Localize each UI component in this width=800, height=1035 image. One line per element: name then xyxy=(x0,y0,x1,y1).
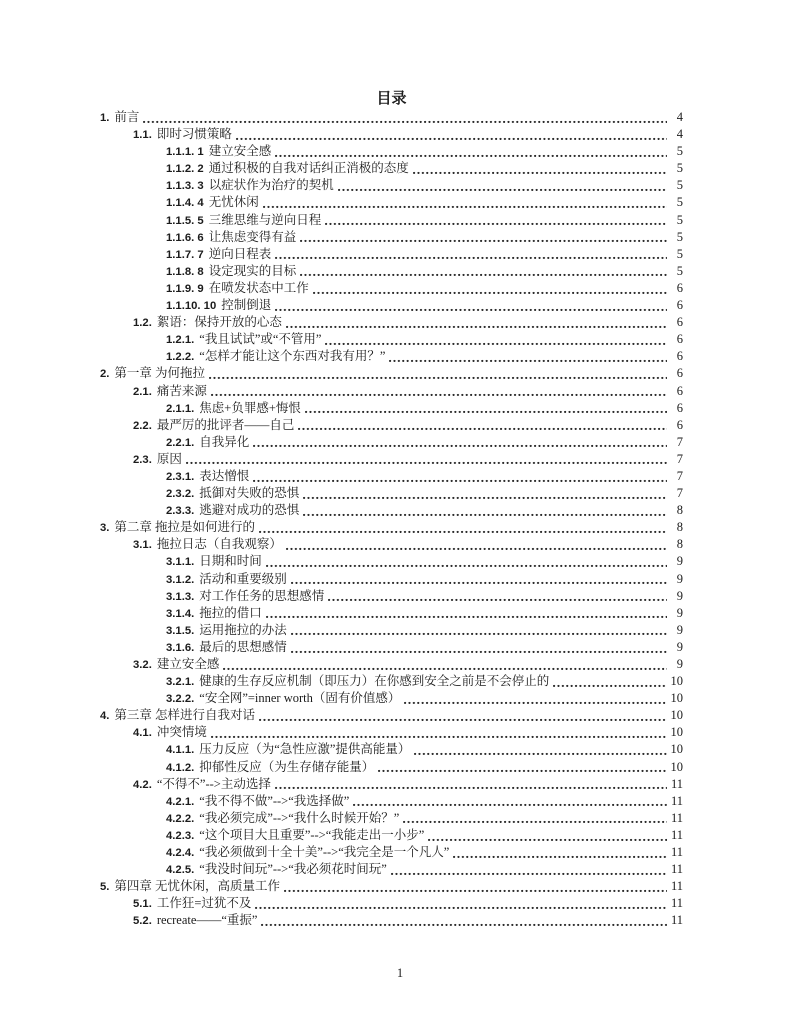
toc-entry[interactable] xyxy=(100,571,683,588)
toc-entry-label: 在喷发状态中工作 xyxy=(208,280,309,295)
toc-entry-label: 让焦虑变得有益 xyxy=(208,229,297,244)
toc-entry-number: 2.3.2. xyxy=(166,488,195,501)
dot-leader xyxy=(338,187,667,191)
toc-entry-page: 5 xyxy=(676,246,683,261)
dot-leader xyxy=(255,905,667,909)
toc-entry-number: 1.1.8. 8 xyxy=(166,265,204,278)
toc-entry-label: “我没时间玩”-->“我必须花时间玩” xyxy=(199,862,387,877)
toc-entry[interactable] xyxy=(100,895,683,912)
toc-entry-page: 5 xyxy=(676,161,683,176)
toc-entry-number: 4.1.1. xyxy=(166,744,195,757)
toc-entry[interactable] xyxy=(100,656,683,673)
toc-entry-label: 工作狂=过犹不及 xyxy=(156,896,252,911)
dot-leader xyxy=(286,324,667,328)
toc-entry-label: 建立安全感 xyxy=(208,144,272,159)
toc-entry-number: 3.1.1. xyxy=(166,556,195,569)
dot-leader xyxy=(553,683,667,687)
dot-leader xyxy=(300,238,667,242)
dot-leader xyxy=(389,358,667,362)
toc-entry[interactable] xyxy=(100,348,683,365)
dot-leader xyxy=(275,307,667,311)
toc-entry[interactable] xyxy=(100,502,683,519)
toc-entry-label: 建立安全感 xyxy=(156,657,220,671)
toc-entry[interactable] xyxy=(100,776,683,793)
toc-entry-label: 逃避对成功的恐惧 xyxy=(199,503,300,518)
toc-entry-number: 2. xyxy=(100,368,110,381)
toc-entry-label: 第四章 无忧休闲，高质量工作 xyxy=(114,879,281,894)
toc-entry-page: 11 xyxy=(670,793,683,808)
toc-entry-label: 无忧休闲 xyxy=(208,195,259,210)
toc-entry-label: 健康的生存反应机制（即压力）在你感到安全之前是不会停止的 xyxy=(199,674,550,689)
toc-entry-number: 4.1.2. xyxy=(166,761,195,774)
toc-entry[interactable] xyxy=(100,588,683,605)
toc-entry-page: 5 xyxy=(676,195,683,210)
dot-leader xyxy=(298,426,667,430)
toc-entry[interactable] xyxy=(100,912,683,929)
toc-entry-page: 7 xyxy=(676,486,683,501)
toc-entry[interactable] xyxy=(100,878,683,895)
toc-entry-label: 表达憎恨 xyxy=(199,468,250,483)
toc-entry[interactable] xyxy=(100,143,683,160)
toc-entry-number: 3.2. xyxy=(133,659,152,671)
toc-entry-number: 1.1.10. 10 xyxy=(166,300,217,313)
dot-leader xyxy=(275,785,667,789)
toc-title: 目录 xyxy=(376,91,407,107)
toc-entry-number: 4.2.2. xyxy=(166,812,195,825)
toc-entry-number: 4.2.4. xyxy=(166,847,195,860)
toc-entry-label: 控制倒退 xyxy=(221,298,272,313)
toc-entry-label: 抑郁性反应（为生存储存能量） xyxy=(199,759,375,774)
toc-entry[interactable] xyxy=(100,519,683,536)
toc-entry-number: 1.1.7. 7 xyxy=(166,248,204,261)
toc-entry-page: 6 xyxy=(676,400,683,415)
dot-leader xyxy=(325,221,667,225)
toc-entry-label: 焦虑+负罪感+悔恨 xyxy=(199,400,301,415)
toc-entry-label: recreate——“重振” xyxy=(156,913,258,928)
toc-entry[interactable] xyxy=(100,434,683,451)
toc-entry[interactable] xyxy=(100,280,683,297)
toc-entry-number: 3.1.5. xyxy=(166,624,195,637)
toc-entry[interactable] xyxy=(100,622,683,639)
toc-entry-page: 5 xyxy=(676,229,683,244)
toc-entry-label: 最后的思想感情 xyxy=(199,639,287,654)
dot-leader xyxy=(211,734,667,738)
dot-leader xyxy=(291,580,667,584)
toc-entry-page: 6 xyxy=(676,332,683,347)
toc-entry-number: 2.2.1. xyxy=(166,436,195,449)
toc-entry[interactable] xyxy=(100,605,683,622)
toc-entry-label: 逆向日程表 xyxy=(208,246,272,261)
toc-entry-page: 9 xyxy=(676,657,683,671)
toc-entry[interactable] xyxy=(100,827,683,844)
toc-entry[interactable] xyxy=(100,861,683,878)
toc-entry[interactable] xyxy=(100,741,683,758)
toc-entry-label: 日期和时间 xyxy=(199,554,262,569)
toc-entry[interactable] xyxy=(100,724,683,741)
toc-entry-page: 11 xyxy=(670,827,683,842)
toc-entry-number: 3.2.1. xyxy=(166,676,195,689)
toc-entry-page: 11 xyxy=(670,896,683,911)
dot-leader xyxy=(378,768,667,772)
toc-entry[interactable] xyxy=(100,793,683,810)
toc-entry-number: 5.1. xyxy=(133,898,152,911)
dot-leader xyxy=(253,443,667,447)
toc-entry-label: “安全网”=inner worth（固有价值感） xyxy=(199,691,401,706)
toc-entry[interactable] xyxy=(100,365,683,382)
toc-entry[interactable] xyxy=(100,109,683,126)
toc-entry[interactable] xyxy=(100,536,683,553)
toc-entry-number: 1.1.5. 5 xyxy=(166,214,204,227)
toc-entry-number: 3.1.4. xyxy=(166,607,195,620)
toc-entry-page: 9 xyxy=(676,639,683,654)
toc-entry-label: 以症状作为治疗的契机 xyxy=(208,178,334,193)
toc-entry[interactable] xyxy=(100,417,683,434)
toc-entry-page: 4 xyxy=(676,127,683,142)
toc-entry-number: 2.3.1. xyxy=(166,470,195,483)
dot-leader xyxy=(391,871,667,875)
toc-entry-page: 10 xyxy=(670,674,683,689)
toc-entry-label: “怎样才能让这个东西对我有用？” xyxy=(199,349,386,364)
toc-entry-number: 3.1.6. xyxy=(166,641,195,654)
dot-leader xyxy=(428,837,667,841)
toc-entry[interactable] xyxy=(100,844,683,861)
toc-entry-label: “我不得不做”-->“我选择做” xyxy=(199,793,350,808)
toc-entry-label: 原因 xyxy=(156,451,182,466)
toc-entry-label: 压力反应（为“急性应激”提供高能量） xyxy=(199,742,411,757)
toc-entry-number: 1.2.1. xyxy=(166,334,195,347)
toc-entry-number: 1.2.2. xyxy=(166,351,195,364)
dot-leader xyxy=(211,392,667,396)
toc-entry-number: 1.1.2. 2 xyxy=(166,163,204,176)
toc-entry-page: 6 xyxy=(676,349,683,364)
dot-leader xyxy=(263,204,667,208)
dot-leader xyxy=(404,700,667,704)
toc-entry-page: 11 xyxy=(670,810,683,825)
toc-entry-number: 3.1.3. xyxy=(166,590,195,603)
toc-entry-page: 9 xyxy=(676,571,683,586)
dot-leader xyxy=(275,153,667,157)
toc-entry-number: 2.3. xyxy=(133,453,152,466)
dot-leader xyxy=(403,819,667,823)
dot-leader xyxy=(143,119,667,123)
toc-entry-number: 2.1. xyxy=(133,385,152,398)
toc-entry-page: 8 xyxy=(676,520,683,535)
toc-entry[interactable] xyxy=(100,759,683,776)
toc-entry-number: 3.2.2. xyxy=(166,693,195,706)
toc-entry-label: 设定现实的目标 xyxy=(208,263,297,278)
toc-entry-number: 1.1.4. 4 xyxy=(166,197,204,210)
toc-entry-page: 6 xyxy=(676,298,683,313)
toc-entry[interactable] xyxy=(100,468,683,485)
toc-entry-page: 5 xyxy=(676,212,683,227)
dot-leader xyxy=(236,136,667,140)
toc-entry[interactable] xyxy=(100,451,683,468)
toc-entry-label: 絮语：保持开放的心态 xyxy=(156,315,282,330)
toc-entry-number: 4.2.3. xyxy=(166,829,195,842)
toc-entry-label: 活动和重要级别 xyxy=(199,571,287,586)
dot-leader xyxy=(453,854,667,858)
toc-entry-label: “这个项目大且重要”-->“我能走出一小步” xyxy=(199,827,425,842)
toc-entry-page: 9 xyxy=(676,588,683,603)
dot-leader xyxy=(303,495,667,499)
toc-entry-page: 8 xyxy=(676,537,683,552)
toc-entry-label: 第一章 为何拖拉 xyxy=(114,366,206,381)
dot-leader xyxy=(291,631,667,635)
dot-leader xyxy=(266,563,667,567)
dot-leader xyxy=(261,922,667,926)
toc-entry[interactable] xyxy=(100,229,683,246)
toc-entry[interactable] xyxy=(100,383,683,400)
toc-entry-number: 4.2. xyxy=(133,778,152,791)
toc-entry-label: “不得不”-->主动选择 xyxy=(156,776,271,791)
dot-leader xyxy=(303,512,667,516)
dot-leader xyxy=(186,460,667,464)
toc-entry-number: 1.1.3. 3 xyxy=(166,180,204,193)
toc-entry-number: 2.2. xyxy=(133,419,152,432)
dot-leader xyxy=(275,255,667,259)
toc-entry[interactable] xyxy=(100,553,683,570)
toc-entry-page: 6 xyxy=(676,383,683,398)
dot-leader xyxy=(266,614,667,618)
toc-entry-label: 三维思维与逆向日程 xyxy=(208,212,322,227)
toc-entry-label: 对工作任务的思想感情 xyxy=(199,588,325,603)
toc-entry-page: 5 xyxy=(676,178,683,193)
toc-entry-page: 10 xyxy=(670,725,683,740)
toc-entry[interactable] xyxy=(100,400,683,417)
toc-entry[interactable] xyxy=(100,177,683,194)
toc-entry-page: 5 xyxy=(676,144,683,159)
dot-leader xyxy=(286,546,667,550)
toc-entry-label: 第二章 拖拉是如何进行的 xyxy=(114,520,256,535)
toc-entry-page: 11 xyxy=(670,879,683,894)
dot-leader xyxy=(284,888,667,892)
toc-entry-page: 10 xyxy=(670,708,683,723)
toc-entry-label: 抵御对失败的恐惧 xyxy=(199,486,300,501)
toc-entry-page: 9 xyxy=(676,554,683,569)
toc-entry-number: 4.1. xyxy=(133,727,152,740)
toc-entry-number: 3.1.2. xyxy=(166,573,195,586)
dot-leader xyxy=(353,802,667,806)
toc-entry-page: 9 xyxy=(676,605,683,620)
toc-entry-label: “我必须做到十全十美”-->“我完全是一个凡人” xyxy=(199,845,450,860)
toc-entry-number: 1.1.6. 6 xyxy=(166,231,204,244)
dot-leader xyxy=(413,170,667,174)
toc-entry-label: 拖拉日志（自我观察） xyxy=(156,537,282,552)
toc-entry[interactable] xyxy=(100,246,683,263)
toc-entry-number: 1. xyxy=(100,112,110,124)
toc-entry-number: 3. xyxy=(100,522,110,535)
dot-leader xyxy=(209,375,667,379)
toc-entry-label: 自我异化 xyxy=(199,434,250,449)
toc-entry[interactable] xyxy=(100,263,683,280)
dot-leader xyxy=(414,751,667,755)
toc-entry-page: 8 xyxy=(676,503,683,518)
dot-leader xyxy=(291,649,667,653)
toc-entry[interactable] xyxy=(100,485,683,502)
toc-entry[interactable] xyxy=(100,673,683,690)
toc-entry-page: 11 xyxy=(670,845,683,860)
dot-leader xyxy=(253,478,667,482)
toc-entry-number: 3.1. xyxy=(133,539,152,552)
toc-entry-page: 10 xyxy=(670,742,683,757)
toc-entry-page: 7 xyxy=(676,451,683,466)
toc-entry-number: 4.2.1. xyxy=(166,795,195,808)
toc-entry-number: 2.1.1. xyxy=(166,402,195,415)
toc-entry-label: 拖拉的借口 xyxy=(199,605,262,620)
toc-entry-page: 5 xyxy=(676,263,683,278)
toc-entry-page: 11 xyxy=(670,862,683,877)
toc-entry-number: 5. xyxy=(100,881,110,894)
toc-entry-page: 6 xyxy=(676,366,683,381)
toc-entry-number: 4. xyxy=(100,710,110,723)
footer-page-number: 1 xyxy=(396,966,404,980)
toc-entry[interactable] xyxy=(100,331,683,348)
toc-entry-label: 运用拖拉的办法 xyxy=(199,622,287,637)
toc-entry-label: 即时习惯策略 xyxy=(156,127,232,142)
dot-leader xyxy=(313,290,667,294)
toc-entry[interactable] xyxy=(100,690,683,707)
dot-leader xyxy=(305,409,667,413)
toc-entry-page: 7 xyxy=(676,434,683,449)
toc-entry-page: 9 xyxy=(676,622,683,637)
toc-entry-page: 6 xyxy=(676,315,683,330)
toc-entry-label: 第三章 怎样进行自我对话 xyxy=(114,708,256,723)
toc-entry-page: 6 xyxy=(676,417,683,432)
toc-entry[interactable] xyxy=(100,126,683,143)
toc-entry[interactable] xyxy=(100,212,683,229)
toc-entry[interactable] xyxy=(100,810,683,827)
toc-entry-page: 10 xyxy=(670,759,683,774)
dot-leader xyxy=(259,717,667,721)
toc-entry-page: 6 xyxy=(676,280,683,295)
toc-entry-number: 1.1. xyxy=(133,129,152,142)
dot-leader xyxy=(325,341,667,345)
toc-entry-label: 冲突情境 xyxy=(156,725,207,740)
toc-entry-label: 前言 xyxy=(114,110,140,124)
toc-entry-number: 1.1.9. 9 xyxy=(166,282,204,295)
toc-entry[interactable] xyxy=(100,194,683,211)
toc-entry-number: 1.1.1. 1 xyxy=(166,146,204,159)
toc-entry-label: “我必须完成”-->“我什么时候开始？” xyxy=(199,810,400,825)
toc-entry-page: 11 xyxy=(670,776,683,791)
dot-leader xyxy=(300,272,667,276)
toc-entry-label: “我且试试”或“不管用” xyxy=(199,332,322,347)
toc-entry[interactable] xyxy=(100,314,683,331)
toc-entry-label: 痛苦来源 xyxy=(156,383,207,398)
toc-list xyxy=(100,109,683,930)
toc-entry[interactable] xyxy=(100,639,683,656)
toc-entry[interactable] xyxy=(100,160,683,177)
toc-entry-number: 1.2. xyxy=(133,317,152,330)
toc-entry-number: 2.3.3. xyxy=(166,505,195,518)
toc-entry-page: 7 xyxy=(676,468,683,483)
toc-entry-label: 最严厉的批评者——自己 xyxy=(156,417,295,432)
dot-leader xyxy=(259,529,667,533)
toc-entry-page: 10 xyxy=(670,691,683,706)
toc-entry-page: 11 xyxy=(670,913,683,928)
dot-leader xyxy=(328,597,667,601)
toc-entry[interactable] xyxy=(100,707,683,724)
toc-entry[interactable] xyxy=(100,297,683,314)
dot-leader xyxy=(223,666,667,670)
toc-entry-label: 通过积极的自我对话纠正消极的态度 xyxy=(208,161,409,176)
toc-entry-number: 4.2.5. xyxy=(166,864,195,877)
toc-entry-page: 4 xyxy=(676,110,683,124)
toc-entry-number: 5.2. xyxy=(133,915,152,928)
